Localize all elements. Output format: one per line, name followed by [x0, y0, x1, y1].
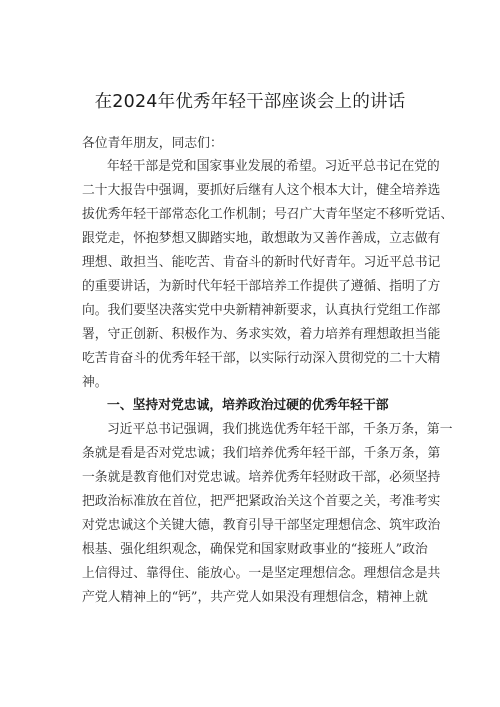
paragraph-2-line: 习近平总书记强调，我们挑选优秀年轻干部，千条万条，第一: [107, 422, 453, 437]
paragraph-1-line: 吃苦肯奋斗的优秀年轻干部，以实际行动深入贯彻党的二十大精: [82, 351, 441, 366]
paragraph-2-line: 上信得过、靠得住、能放心。一是坚定理想信念。理想信念是共: [82, 566, 441, 581]
section-heading: 一、坚持对党忠诚，培养政治过硬的优秀年轻干部: [107, 398, 389, 413]
paragraph-2-line: 根基、强化组织观念，确保党和国家财政事业的“接班人”政治: [82, 542, 428, 557]
paragraph-2-line: 把政治标准放在首位，把严把紧政治关这个首要之关，考准考实: [82, 494, 441, 509]
paragraph-1-line: 署，守正创新、积极作为、务求实效，着力培养有理想敢担当能: [82, 327, 441, 342]
paragraph-1-line: 理想、敢担当、能吃苦、肯奋斗的新时代好青年。习近平总书记: [82, 255, 441, 270]
paragraph-1-line: 年轻干部是党和国家事业发展的希望。习近平总书记在党的: [107, 159, 440, 174]
paragraph-2-line: 一条就是教育他们对党忠诚。培养优秀年轻财政干部，必须坚持: [82, 470, 441, 485]
paragraph-2-line: 对党忠诚这个关键大德，教育引导干部坚定理想信念、筑牢政治: [82, 518, 441, 533]
paragraph-1-line: 向。我们要坚决落实党中央新精神新要求，认真执行党组工作部: [82, 303, 441, 318]
paragraph-1-line: 拔优秀年轻干部常态化工作机制；号召广大青年坚定不移听党话、: [82, 207, 454, 222]
paragraph-2-line: 条就是看是否对党忠诚；我们培养优秀年轻干部，千条万条，第: [82, 446, 441, 461]
document-title: 在2024年优秀年轻干部座谈会上的讲话: [94, 92, 406, 112]
paragraph-1-line: 二十大报告中强调，要抓好后继有人这个根本大计，健全培养选: [82, 183, 441, 198]
paragraph-1-line: 的重要讲话，为新时代年轻干部培养工作提供了遵循、指明了方: [82, 279, 441, 294]
paragraph-2-line: 产党人精神上的“钙”，共产党人如果没有理想信念，精神上就: [82, 590, 428, 605]
paragraph-1-line: 跟党走，怀抱梦想又脚踏实地，敢想敢为又善作善成，立志做有: [82, 231, 441, 246]
paragraph-1-line: 神。: [82, 375, 108, 390]
salutation: 各位青年朋友，同志们：: [82, 136, 223, 151]
